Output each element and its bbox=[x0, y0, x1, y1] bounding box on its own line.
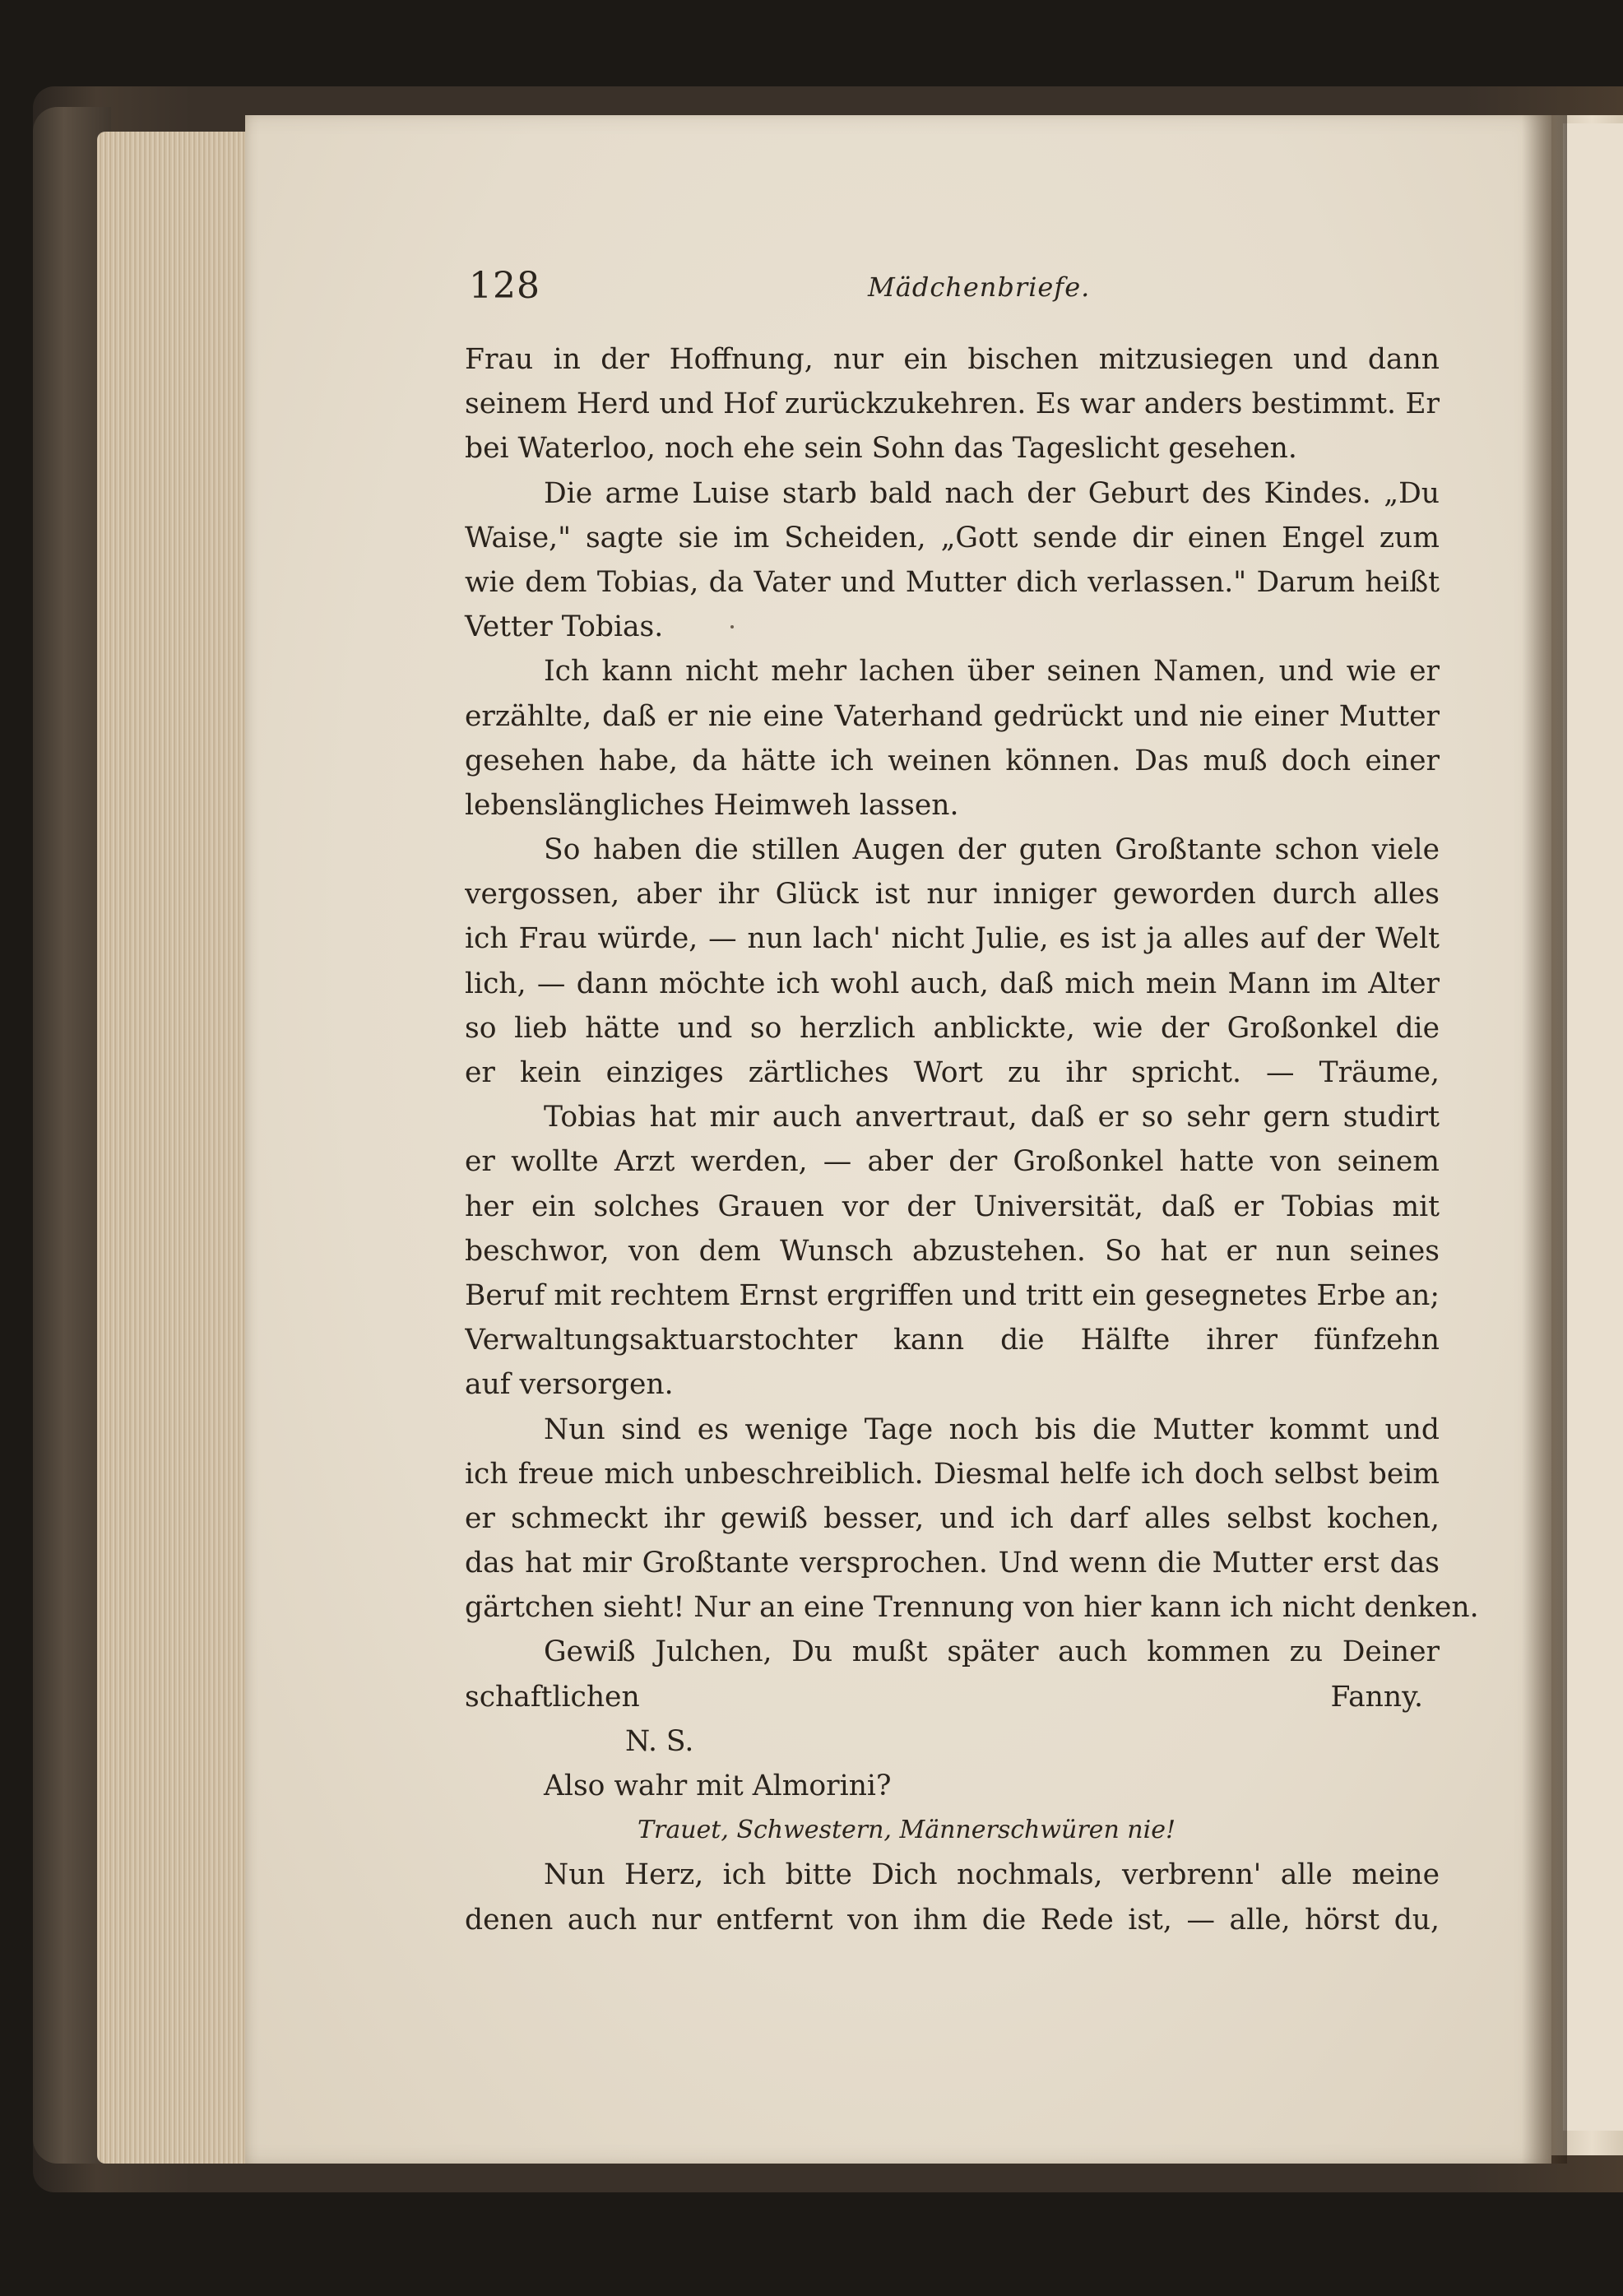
postscript-line: Also wahr mit Almorini? bbox=[544, 1770, 892, 1802]
page-number: 128 bbox=[469, 265, 540, 307]
text-line: vergossen, aber ihr Glück ist nur inniger geworden durch alles bbox=[465, 878, 1440, 911]
text-line: Tobias hat mir auch anvertraut, daß er so sehr gern studirt bbox=[544, 1101, 1440, 1134]
text-line: er kein einziges zärtliches Wort zu ihr spricht. — Träume, bbox=[465, 1056, 1440, 1089]
signature: Fanny. bbox=[1330, 1680, 1423, 1714]
body-text bbox=[465, 337, 1479, 1942]
text-line: Ich kann nicht mehr lachen über seinen Namen, und wie er bbox=[544, 655, 1440, 689]
text-line: gesehen habe, da hätte ich weinen können. Das muß doch einer bbox=[465, 744, 1440, 777]
text-line: Beruf mit rechtem Ernst ergriffen und tritt ein gesegnetes Erbe an; bbox=[465, 1278, 1440, 1312]
text-line: So haben die stillen Augen der guten Großtante schon viele bbox=[544, 833, 1440, 867]
text-line: er wollte Arzt werden, — aber der Großonkel hatte von seinem bbox=[465, 1145, 1440, 1179]
text-line: erzählte, daß er nie eine Vaterhand gedrückt und nie einer Mutter bbox=[465, 699, 1440, 733]
text-line: bei Waterloo, noch ehe sein Sohn das Tageslicht gesehen. bbox=[465, 432, 1297, 466]
text-line: denen auch nur entfernt von ihm die Rede ist, — alle, hörst du, bbox=[465, 1903, 1440, 1937]
text-line: er schmeckt ihr gewiß besser, und ich darf alles selbst kochen, bbox=[465, 1501, 1440, 1535]
running-title: Mädchenbriefe. bbox=[868, 271, 1091, 303]
text-line: Waise," sagte sie im Scheiden, „Gott sende dir einen Engel zum bbox=[465, 521, 1440, 554]
signature-line bbox=[465, 1675, 1440, 1719]
text-line: Gewiß Julchen, Du mußt später auch kommen zu Deiner bbox=[544, 1635, 1440, 1669]
text-line: her ein solches Grauen vor der Universität, daß er Tobias mit bbox=[465, 1190, 1440, 1223]
text-line: auf versorgen. bbox=[465, 1368, 674, 1402]
text-line: lebenslängliches Heimweh lassen. bbox=[465, 788, 959, 822]
text-line: beschwor, von dem Wunsch abzustehen. So hat er nun seines bbox=[465, 1234, 1440, 1268]
text-line: Vetter Tobias. bbox=[465, 610, 664, 644]
text-line: Frau in der Hoffnung, nur ein bischen mitzusiegen und dann bbox=[465, 343, 1440, 376]
text-line: Die arme Luise starb bald nach der Geburt des Kindes. „Du bbox=[544, 476, 1440, 510]
text-line: so lieb hätte und so herzlich anblickte, wie der Großonkel die bbox=[465, 1011, 1440, 1045]
motto: Trauet, Schwestern, Männerschwüren nie! bbox=[638, 1816, 1176, 1845]
postscript-label: N. S. bbox=[625, 1724, 694, 1758]
text-line: Nun Herz, ich bitte Dich nochmals, verbrenn' alle meine bbox=[544, 1858, 1440, 1892]
page-block-edges bbox=[97, 132, 247, 2164]
text-line: ich Frau würde, — nun lach' nicht Julie, es ist ja alles auf der Welt bbox=[465, 922, 1440, 956]
ink-speck bbox=[730, 625, 734, 629]
facing-page bbox=[1563, 123, 1623, 2131]
text-line: ich freue mich unbeschreiblich. Diesmal helfe ich doch selbst beim bbox=[465, 1457, 1440, 1491]
text-line: Verwaltungsaktuarstochter kann die Hälfte ihrer fünfzehn bbox=[465, 1324, 1440, 1357]
text-line: Nun sind es wenige Tage noch bis die Mutter kommt und bbox=[544, 1412, 1440, 1446]
text-line: schaftlichen bbox=[465, 1680, 640, 1714]
text-line: lich, — dann möchte ich wohl auch, daß mich mein Mann im Alter bbox=[465, 967, 1440, 1000]
text-line: wie dem Tobias, da Vater und Mutter dich verlassen." Darum heißt bbox=[465, 565, 1440, 599]
gutter-shadow bbox=[1522, 115, 1567, 2164]
text-line: das hat mir Großtante versprochen. Und wenn die Mutter erst das bbox=[465, 1547, 1440, 1580]
text-line: gärtchen sieht! Nur an eine Trennung von hier kann ich nicht denken. bbox=[465, 1591, 1479, 1625]
text-line: seinem Herd und Hof zurückzukehren. Es war anders bestimmt. Er bbox=[465, 387, 1440, 421]
